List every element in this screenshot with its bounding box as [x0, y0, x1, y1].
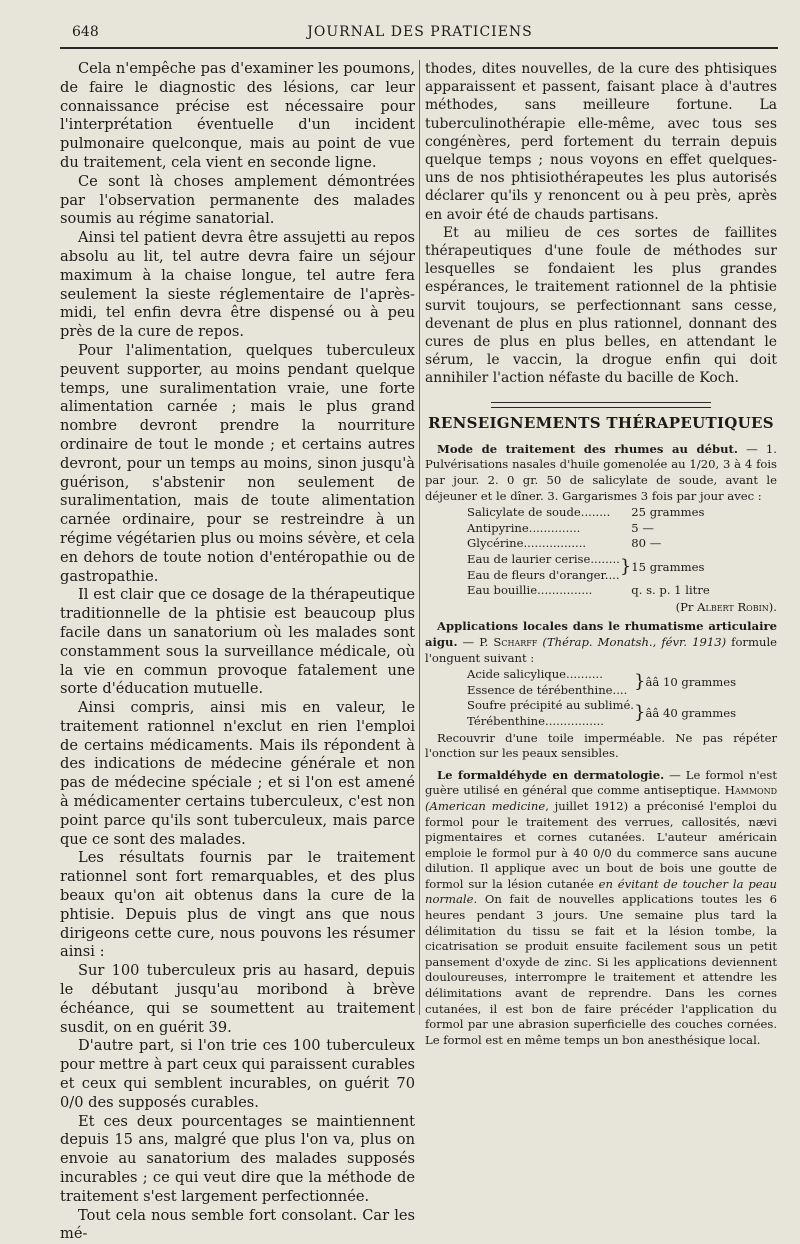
- credit-name: Albert Robin: [697, 599, 769, 614]
- amount: 25 grammes: [631, 505, 705, 520]
- amount: 80 —: [631, 536, 662, 551]
- brace-icon: }: [634, 702, 646, 724]
- entry-body: [425, 768, 777, 1049]
- emphasis-text: en évitant de toucher la peau normale: [425, 876, 777, 907]
- section-title: RENSEIGNEMENTS THÉRAPEUTIQUES: [428, 413, 774, 432]
- shared-amount: 15 grammes: [631, 559, 705, 574]
- paragraph: Il est clair que ce dosage de la thérapeutique traditionnelle de la phtisie est beaucoup plus facile dans un sanatorium où les malades sont constamment sous la surveillance médicale, où la vie en commun provoque fatalement une sorte d'éducation mutuelle.: [60, 586, 415, 698]
- section-divider: [491, 402, 711, 408]
- ingredient: Eau de fleurs d'oranger....: [467, 567, 620, 582]
- formula-table: [467, 505, 710, 599]
- group-amount: ââ 10 grammes: [645, 674, 737, 689]
- paragraph: D'autre part, si l'on trie ces 100 tuberculeux pour mettre à part ceux qui paraissent curables et ceux qui semblent incurables, on guérit 70 0/0 des supposés curables.: [60, 1037, 415, 1111]
- formula-row: [467, 698, 736, 714]
- entry-title: Mode de traitement des rhumes au début.: [437, 441, 738, 456]
- entry-rhumes: [425, 442, 777, 616]
- ingredient: Glycérine.................: [467, 536, 587, 551]
- entry-rhumatisme: [425, 619, 777, 761]
- entry-text: , juillet 1912) a préconisé l'emploi du formol pour le traitement des verrues, callosités, nævi pigmentaires et cornes cutanées. L'auteur américain emploie le formol pur à 40 0/0 du commerce sans aucune dilution. Il applique avec un bout de bois une goutte de formol sur la lésion cutanée: [425, 798, 777, 891]
- paragraph-continuation: thodes, dites nouvelles, de la cure des phtisiques apparaissent et passent, faisant place à d'autres méthodes, sans meilleure fortune. La tuberculinothérapie elle-même, avec tous ses congénères, perd fortement du terrain depuis quelque temps ; nous voyons en effet quelques-uns de nos phtisiothérapeutes les plus autorisés déclarer qu'ils y renoncent ou à peu près, après en avoir été de chauds partisans.: [425, 61, 777, 223]
- brace-icon: }: [634, 671, 646, 693]
- ingredient: Soufre précipité au sublimé.: [467, 698, 634, 713]
- ingredient: Antipyrine..............: [467, 520, 581, 535]
- group-amount: ââ 40 grammes: [645, 706, 737, 721]
- entry-text: formule l'onguent suivant :: [425, 634, 778, 665]
- ingredient: Eau de laurier cerise........: [467, 552, 620, 567]
- paragraph: Ainsi compris, ainsi mis en valeur, le traitement rationnel n'exclut en rien l'emploi de certains médicaments. Mais ils répondent à des indications de médecine générale et non pas de médecine spéciale ; et si l'on est amené à médicamenter certains tuberculeux, c'est non point parce qu'ils sont tuberculeux, mais parce que ce sont des malades.: [60, 699, 415, 848]
- left-column: [60, 60, 415, 1244]
- entry-text: — 1. Pulvérisations nasales d'huile gomenolée au 1/20, 3 à 4 fois par jour. 2. 0 gr. 50 de salicylate de soude, avant le déjeuner et le dîner. 3. Gargarismes 3 fois par jour avec :: [425, 441, 777, 503]
- entry-closing: Recouvrir d'une toile imperméable. Ne pas répéter l'onction sur les peaux sensibles.: [425, 730, 777, 761]
- paragraph: Et ces deux pourcentages se maintiennent depuis 15 ans, malgré que plus l'on va, plus on envoie au sanatorium des malades supposés incurables ; ce qui veut dire que la méthode de traitement s'est largement perfectionnée.: [60, 1112, 415, 1205]
- journal-citation: (American medicine: [425, 798, 546, 813]
- column-divider: [419, 60, 420, 1015]
- formula-row: [467, 505, 710, 521]
- formula-row: [467, 583, 710, 599]
- source-citation: (Thérap. Monatsh., févr. 1913): [542, 634, 727, 649]
- entry-title: Le formaldéhyde en dermatologie.: [437, 767, 665, 782]
- entry-formaldehyde: [425, 768, 777, 1049]
- formula-row: [467, 536, 710, 552]
- formula-row: [467, 521, 710, 537]
- entry-text: — P.: [457, 634, 494, 649]
- page-header: [60, 22, 780, 44]
- entry-text: . On fait de nouvelles applications toutes les 6 heures pendant 3 jours. Une semaine plus tard la délimitation du tissu se fait et la lésion tombe, la cicatrisation se produit ensuite facilement sous un petit pansement d'oxyde de zinc. Si les applications deviennent douloureuses, interrompre le traitement et attendre les délimitations avant de reprendre. Dans les cornes cutanées, il est bon de faire précéder l'application du formol par une abrasion superficielle des couches cornées. Le formol est en même temps un bon anesthésique local.: [425, 892, 777, 1047]
- formula-table: [467, 667, 736, 729]
- page-number: 648: [72, 24, 99, 40]
- ingredient: Eau bouillie...............: [467, 583, 593, 598]
- author-name: Scharff: [493, 634, 538, 649]
- brace-icon: }: [619, 556, 632, 578]
- entry-intro: [425, 619, 777, 666]
- entry-intro: [425, 442, 777, 504]
- paragraph: Tout cela nous semble fort consolant. Car les mé-: [60, 1206, 415, 1243]
- credit: [425, 600, 777, 616]
- ingredient: Salicylate de soude........: [467, 505, 611, 520]
- entry-text: — Le formol n'est guère utilisé en général que comme antiseptique.: [425, 767, 777, 798]
- credit-prefix: (Pr: [675, 599, 698, 614]
- amount: 5 —: [631, 520, 654, 535]
- ingredient: Acide salicylique..........: [467, 667, 603, 682]
- formula-row: [467, 667, 736, 683]
- paragraph: Pour l'alimentation, quelques tuberculeux peuvent supporter, au moins pendant quelque temps, une suralimentation vraie, une forte alimentation carnée ; mais le plus grand nombre devront prendre la nourriture ordinaire de tout le monde ; et certains autres devront, pour un temps au moins, sinon jusqu'à guérison, s'abstenir non seulement de suralimentation, mais de toute alimentation carnée ordinaire, pour se restreindre à un régime végétarien plus ou moins sévère, et cela en dehors de toute notion d'entéropathie ou de gastropathie.: [60, 341, 415, 585]
- right-column: [425, 60, 777, 1048]
- paragraph: Cela n'empêche pas d'examiner les poumons, de faire le diagnostic des lésions, car leur connaissance précise est nécessaire pour l'interprétation éventuelle d'un incident pulmonaire quelconque, mais au point de vue du traitement, cela vient en seconde ligne.: [60, 60, 415, 171]
- paragraph: Sur 100 tuberculeux pris au hasard, depuis le débutant jusqu'au moribond à brève échéance, qui se soumettent au traitement susdit, on en guérit 39.: [60, 962, 415, 1036]
- credit-suffix: ).: [768, 599, 777, 614]
- ingredient: Térébenthine................: [467, 713, 604, 728]
- entry-title: Applications locales dans le rhumatisme articulaire aigu.: [425, 619, 777, 649]
- formula-row: [467, 552, 710, 568]
- paragraph: Et au milieu de ces sortes de faillites thérapeutiques d'une foule de méthodes sur lesquelles se fondaient les plus grandes espérances, le traitement rationnel de la phtisie survit toujours, se perfectionnant sans cesse, devenant de plus en plus rationnel, donnant des cures de plus en plus belles, en attendant le sérum, le vaccin, la drogue enfin qui doit annihiler l'action néfaste du bacille de Koch.: [425, 224, 777, 387]
- paragraph: Les résultats fournis par le traitement rationnel sont fort remarquables, et des plus beaux qu'on ait obtenus dans la cure de la phtisie. Depuis plus de vingt ans que nous dirigeons cette cure, nous pouvons les résumer ainsi :: [60, 849, 415, 961]
- paragraph: Ce sont là choses amplement démontrées par l'observation permanente des malades soumis au régime sanatorial.: [60, 172, 415, 228]
- amount: q. s. p. 1 litre: [631, 583, 710, 598]
- author-name: Hammond: [724, 783, 777, 798]
- ingredient: Essence de térébenthine....: [467, 682, 628, 697]
- journal-title: JOURNAL DES PRATICIENS: [307, 24, 533, 40]
- paragraph: Ainsi tel patient devra être assujetti au repos absolu au lit, tel autre devra faire un séjour maximum à la chaise longue, tel autre fera seulement la sieste réglementaire de l'après-midi, tel enfin devra être dispensé ou à peu près de la cure de repos.: [60, 229, 415, 341]
- header-rule: [60, 47, 778, 49]
